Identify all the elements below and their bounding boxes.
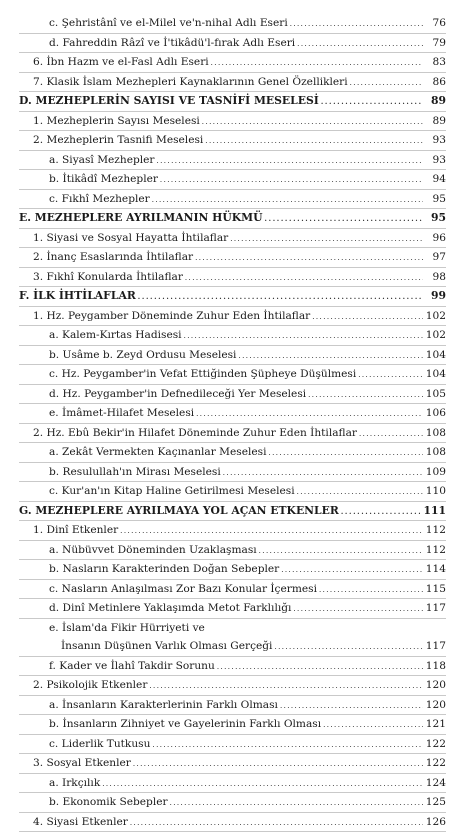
toc-page-number: 105 — [423, 385, 446, 404]
dot-leader — [211, 53, 423, 73]
toc-entry-title: G. MEZHEPLERE AYRILMAYA YOL AÇAN ETKENLER — [19, 502, 341, 521]
toc-entry-title: c. Hz. Peygamber'in Vefat Ettiğinden Şüpheye Düşülmesi — [49, 365, 358, 384]
toc-entry[interactable] — [19, 482, 446, 501]
toc-page-number: 96 — [423, 229, 446, 248]
toc-entry-title: d. Dinî Metinlere Yaklaşımda Metot Farklılığı — [49, 599, 293, 618]
toc-entry-title: d. Hz. Peygamber'in Defnedileceği Yer Meselesi — [49, 385, 308, 404]
toc-entry-title: a. Kalem-Kırtas Hadisesi — [49, 326, 184, 345]
toc-page-number: 86 — [423, 73, 446, 92]
toc-entry-title: D. MEZHEPLERİN SAYISI VE TASNİFİ MESELESİ — [19, 92, 321, 111]
toc-page-number: 97 — [423, 248, 446, 267]
dot-leader — [293, 599, 422, 619]
toc-page-number: 122 — [423, 735, 446, 754]
toc-page-number: 104 — [423, 346, 446, 365]
toc-entry[interactable] — [19, 385, 446, 404]
toc-entry[interactable] — [19, 14, 446, 33]
toc-page-number: 117 — [423, 637, 446, 656]
toc-page-number: 106 — [423, 404, 446, 423]
toc-entry-title: b. Usâme b. Zeyd Ordusu Meselesi — [49, 346, 238, 365]
toc-entry[interactable] — [19, 696, 446, 715]
toc-page-number: 115 — [423, 580, 446, 599]
dot-leader — [319, 580, 423, 600]
dot-leader — [205, 131, 423, 151]
toc-entry-title: c. Fıkhî Mezhepler — [49, 190, 152, 209]
toc-entry[interactable] — [19, 541, 446, 560]
dot-leader — [196, 404, 423, 424]
toc-entry-title: 2. İnanç Esaslarında İhtilaflar — [33, 248, 195, 267]
toc-page-number: 102 — [423, 307, 446, 326]
toc-entry[interactable] — [19, 404, 446, 423]
dot-leader — [358, 365, 423, 385]
toc-entry-title: 2. Psikolojik Etkenler — [33, 676, 149, 695]
toc-entry[interactable] — [19, 131, 446, 150]
toc-page-number: 93 — [423, 131, 446, 150]
dot-leader — [130, 813, 423, 832]
toc-entry[interactable] — [19, 599, 446, 618]
toc-entry[interactable] — [19, 735, 446, 754]
toc-page-number: 122 — [423, 754, 446, 773]
toc-entry[interactable] — [19, 365, 446, 384]
toc-entry[interactable] — [19, 637, 446, 656]
dot-leader — [281, 560, 423, 580]
toc-entry-title: c. Şehristânî ve el-Milel ve'n-nihal Adlı Eseri — [49, 14, 290, 33]
dot-leader — [308, 385, 423, 405]
dot-leader — [170, 793, 423, 813]
dot-leader — [185, 268, 423, 288]
toc-page-number: 108 — [423, 443, 446, 462]
toc-entry[interactable] — [19, 53, 446, 72]
toc-entry[interactable] — [19, 73, 446, 92]
dot-leader — [312, 307, 423, 327]
toc-entry-title: b. Ekonomik Sebepler — [49, 793, 170, 812]
toc-entry[interactable] — [19, 268, 446, 287]
dot-leader — [297, 34, 423, 54]
toc-entry-title: 2. Hz. Ebû Bekir'in Hilafet Döneminde Zuhur Eden İhtilaflar — [33, 424, 359, 443]
toc-entry[interactable] — [19, 170, 446, 189]
toc-page-number: 83 — [423, 53, 446, 72]
dot-leader — [274, 637, 422, 657]
dot-leader — [265, 209, 423, 229]
toc-page-number: 112 — [423, 521, 446, 540]
toc-entry-title: c. Liderlik Tutkusu — [49, 735, 152, 754]
toc-entry-title: a. İnsanların Karakterlerinin Farklı Olması — [49, 696, 280, 715]
dot-leader — [152, 735, 422, 755]
toc-entry[interactable] — [19, 793, 446, 812]
toc-entry-title: 4. Siyasi Etkenler — [33, 813, 130, 832]
toc-entry[interactable] — [19, 463, 446, 482]
toc-entry-title: 2. Mezheplerin Tasnifi Meselesi — [33, 131, 205, 150]
toc-entry-title: 1. Hz. Peygamber Döneminde Zuhur Eden İhtilaflar — [33, 307, 312, 326]
dot-leader — [230, 229, 423, 249]
toc-page-number: 99 — [423, 287, 446, 306]
toc-page-number: 95 — [423, 190, 446, 209]
toc-entry-title: a. Siyasî Mezhepler — [49, 151, 156, 170]
toc-entry-title: a. Zekât Vermekten Kaçınanlar Meselesi — [49, 443, 268, 462]
toc-entry[interactable] — [19, 112, 446, 131]
toc-entry-title: b. Nasların Karakterinden Doğan Sebepler — [49, 560, 281, 579]
toc-entry[interactable] — [19, 754, 446, 773]
toc-page-number: 79 — [423, 34, 446, 53]
toc-page-number: 120 — [423, 676, 446, 695]
toc-page-number: 125 — [423, 793, 446, 812]
toc-page-number: 118 — [423, 657, 446, 676]
toc-entry-title: e. İmâmet-Hilafet Meselesi — [49, 404, 196, 423]
toc-entry-title: b. İtikâdî Mezhepler — [49, 170, 160, 189]
toc-entry[interactable] — [19, 676, 446, 695]
toc-page-number: 76 — [423, 14, 446, 33]
toc-entry-title: d. Fahreddin Râzî ve İ'tikâdü'l-fırak Adlı Eseri — [49, 34, 297, 53]
dot-leader — [217, 657, 423, 677]
toc-page-number: 89 — [423, 92, 446, 111]
toc-section-heading[interactable] — [19, 502, 446, 521]
toc-entry-title: f. Kader ve İlahî Takdir Sorunu — [49, 657, 217, 676]
dot-leader — [341, 502, 421, 522]
toc-entry[interactable] — [19, 151, 446, 170]
dot-leader — [138, 287, 423, 307]
toc-page-number: 126 — [423, 813, 446, 832]
dot-leader — [259, 541, 423, 561]
toc-entry[interactable] — [19, 813, 446, 832]
toc-entry-title: a. Nübüvvet Döneminden Uzaklaşması — [49, 541, 259, 560]
dot-leader — [350, 73, 423, 93]
toc-entry-title: E. MEZHEPLERE AYRILMANIN HÜKMÜ — [19, 209, 265, 228]
toc-page-number: 95 — [423, 209, 446, 228]
toc-page-number: 110 — [423, 482, 446, 501]
toc-entry-title: b. Resulullah'ın Mirası Meselesi — [49, 463, 223, 482]
toc-entry[interactable] — [19, 774, 446, 793]
toc-entry-title: 3. Sosyal Etkenler — [33, 754, 133, 773]
dot-leader — [184, 326, 423, 346]
toc-entry[interactable] — [19, 229, 446, 248]
toc-entry-title: c. Kur'an'ın Kitap Haline Getirilmesi Meselesi — [49, 482, 297, 501]
toc-entry-title: 1. Dinî Etkenler — [33, 521, 120, 540]
toc-page-number: 114 — [423, 560, 446, 579]
dot-leader — [321, 92, 423, 112]
toc-page-number: 102 — [423, 326, 446, 345]
dot-leader — [268, 443, 422, 463]
dot-leader — [195, 248, 423, 268]
toc-page-number: 121 — [423, 715, 446, 734]
toc-page-number: 111 — [420, 502, 446, 521]
toc-section-heading[interactable] — [19, 209, 446, 228]
dot-leader — [156, 151, 423, 171]
toc-page-number: 98 — [423, 268, 446, 287]
toc-entry[interactable] — [19, 443, 446, 462]
toc-entry-title: F. İLK İHTİLAFLAR — [19, 287, 138, 306]
toc-entry-title: e. İslam'da Fikir Hürriyeti ve — [49, 619, 207, 638]
toc-entry[interactable] — [19, 307, 446, 326]
toc-entry-title: 1. Mezheplerin Sayısı Meselesi — [33, 112, 202, 131]
toc-page-number: 89 — [423, 112, 446, 131]
toc-entry-title: İnsanın Düşünen Varlık Olması Gerçeği — [61, 637, 274, 656]
toc-entry[interactable] — [19, 619, 446, 638]
dot-leader — [290, 14, 423, 34]
toc-page-number: 124 — [423, 774, 446, 793]
toc-section-heading[interactable] — [19, 287, 446, 306]
toc-entry-title: c. Nasların Anlaşılması Zor Bazı Konular İçermesi — [49, 580, 319, 599]
dot-leader — [102, 774, 423, 794]
toc-page-number: 120 — [423, 696, 446, 715]
dot-leader — [133, 754, 423, 774]
toc-entry-title: 1. Siyasi ve Sosyal Hayatta İhtilaflar — [33, 229, 230, 248]
toc-page-number: 108 — [423, 424, 446, 443]
toc-entry[interactable] — [19, 580, 446, 599]
table-of-contents — [19, 14, 446, 832]
dot-leader — [297, 482, 423, 502]
dot-leader — [202, 112, 423, 132]
dot-leader — [223, 463, 423, 483]
toc-entry-title: a. Irkçılık — [49, 774, 102, 793]
toc-entry[interactable] — [19, 521, 446, 540]
toc-entry[interactable] — [19, 657, 446, 676]
dot-leader — [238, 346, 422, 366]
toc-entry[interactable] — [19, 248, 446, 267]
dot-leader — [120, 521, 423, 541]
toc-section-heading[interactable] — [19, 92, 446, 111]
toc-entry-title: 7. Klasik İslam Mezhepleri Kaynaklarının Genel Özellikleri — [33, 73, 350, 92]
toc-entry[interactable] — [19, 560, 446, 579]
toc-entry[interactable] — [19, 326, 446, 345]
toc-page-number: 94 — [423, 170, 446, 189]
toc-entry[interactable] — [19, 34, 446, 53]
toc-page-number: 112 — [423, 541, 446, 560]
dot-leader — [359, 424, 423, 444]
toc-entry[interactable] — [19, 190, 446, 209]
toc-entry-title: b. İnsanların Zihniyet ve Gayelerinin Farklı Olması — [49, 715, 323, 734]
dot-leader — [152, 190, 423, 210]
dot-leader — [280, 696, 423, 716]
toc-page-number: 93 — [423, 151, 446, 170]
toc-entry-title: 3. Fıkhî Konularda İhtilaflar — [33, 268, 185, 287]
dot-leader — [323, 715, 423, 735]
dot-leader — [160, 170, 423, 190]
toc-entry[interactable] — [19, 424, 446, 443]
toc-page-number: 117 — [423, 599, 446, 618]
toc-page-number: 109 — [423, 463, 446, 482]
toc-entry-title: 6. İbn Hazm ve el-Fasl Adlı Eseri — [33, 53, 211, 72]
toc-page-number: 104 — [423, 365, 446, 384]
toc-entry[interactable] — [19, 346, 446, 365]
dot-leader — [149, 676, 422, 696]
toc-entry[interactable] — [19, 715, 446, 734]
